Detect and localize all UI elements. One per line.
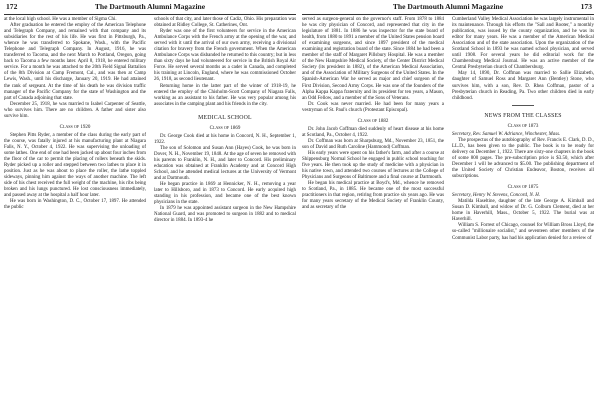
- class-heading: Class of 1920: [59, 124, 91, 130]
- paragraph: December 25, 1918, he was married to Isabel Carpenter of Seattle, who survives him. There are no children. A father and sister also survive him.: [4, 101, 146, 119]
- paragraph: William S. Forrest of Chicago, counsel for William Bross Lloyd, the so-called "millionaire socialist," and seventeen other members of the Communist Labor party, has had his application denied for a review of: [452, 223, 594, 241]
- page-header: [302, 2, 594, 14]
- class-secretary: Secretary, Rev. Samuel W. Adriance, Winchester, Mass.: [452, 131, 561, 137]
- column-right-2: [452, 17, 594, 242]
- column-left-1: [4, 17, 146, 211]
- paragraph: Dr. Cook was never married. He had been for many years a vestryman of St. Paul's church (Protestant Episcopal).: [302, 101, 444, 113]
- page-header: [4, 2, 296, 14]
- paragraph: Returning home in the latter part of the winter of 1918-19, he entered the employ of the Chisholm-Scott Company of Niagara Falls, working as an assistant to his father. He was very popular among his associates in the camping plant and his friends in the city.: [154, 83, 296, 107]
- section-heading: MEDICAL SCHOOL: [198, 114, 252, 121]
- paragraph: May 14, 1890, Dr. Coffman was married to Sallie Elizabeth, daughter of Samuel Ross and Margaret Ann (Bentley) Stone, who survives him, with a son, Rev. D. Rhea Coffman, pastor of a Presbyterian church in Reading, Pa. Two other children died in early childhood.: [452, 71, 594, 101]
- divider: [512, 105, 534, 106]
- paragraph: Matilda Haseltine, daughter of the late George A. Kimball and Susan D. Kimball, and widow of Dr. G. Colburn Clement, died at her home in Haverhill, Mass., October 5, 1922. The burial was at Haverhill.: [452, 199, 594, 223]
- paragraph: He was born in Washington, D. C., October 17, 1897. He attended the public: [4, 199, 146, 211]
- running-title: The Dartmouth Alumni Magazine: [392, 2, 504, 11]
- paragraph: In 1879 he was appointed assistant surgeon in the New Hampshire National Guard, and was promoted to surgeon in 1882 and to medical director in 1884. In 1893-4 he: [154, 206, 296, 224]
- paragraph: The son of Solomon and Susan Ann (Hayes) Cook, he was born in Dover, N. H., November 19, 1848. At the age of seven he removed with his parents to Franklin, N. H., and later to Concord. His preliminary education was obtained at Franklin Academy and at Concord High School, and he attended medical lectures at the University of Vermont and at Dartmouth.: [154, 145, 296, 182]
- column-right-1: [302, 17, 444, 211]
- header-rule: [302, 14, 594, 15]
- paragraph: He began his medical practice at Boyd's, Md., whence he removed to Scotland, Pa., in 1885. He became one of the most successful practitioners in that region, retiring from practice six years ago. He was for many years secretary of the Medical Society of Franklin County, and as secretary of the: [302, 181, 444, 211]
- paragraph: at the local high school. He was a member of Sigma Chi.: [4, 17, 117, 22]
- left-page: [4, 0, 296, 420]
- paragraph: Ryder was one of the first volunteers for service in the American Ambulance Corps with the French army at the opening of the war, and served with it until the arrival of our own army, receiving a divisional citation for bravery from the French government. When the American Ambulance Corps was disbanded he returned to this country; but in less than sixty days he had volunteered for service in the British Royal Air Force. He served several months as a cadet in Canada, and completed his training at Lincoln, England, where he was commissioned October 26, 1918, as second lieutenant.: [154, 29, 296, 83]
- paragraph: schools of that city, and later those of Cadiz, Ohio. His preparation was obtained at Ridley College, St. Catherines, Ont.: [154, 17, 296, 29]
- paragraph: Dr. John Jacob Coffman died suddenly of heart disease at his home at Scotland, Pa., October 4, 1922.: [302, 126, 444, 138]
- paragraph: Stephen Pitts Ryder, a member of the class during the early part of the course, was fatally injured at his manufacturing plant at Niagara Falls, N. Y., October 4, 1922. He was supervising the unloading of some lathes. One end of one had been jacked up about four inches from the floor of the car to permit the placing of rollers beneath the skids. Ryder picked up a roller and stepped between two lathes to place it in position. Just as he was about to place the roller, the lathe toppled sideways, pinning him against the ways of another machine. The left side of his chest received the full weight of the machine, his ribs being broken and his lungs punctured. He lost consciousness immediately, and passed away at the hospital a half hour later.: [4, 132, 146, 199]
- page-number: 172: [6, 2, 18, 11]
- class-heading: Class of 1882: [357, 118, 389, 124]
- paragraph: The prospectus of the autobiography of Rev. Francis E. Clark, D. D., LL.D., has been given to the public. The book is to be ready for delivery on December 1, 1922. There are sixty-one chapters in the book of some 800 pages. The pre-subscription price is $3.50, which after December 1 will be advanced to $5.00. The publishing department of the United Society of Christian Endeavor, Boston, receives all subscriptions.: [452, 137, 594, 180]
- paragraph: His early years were spent on his father's farm, and after a course at Shippensburg Normal School he engaged in public school teaching for five years. He then took up the study of medicine with a physician in his native town, and attended two courses of lectures at the College of Physicians and Surgeons of Baltimore and a final course at Dartmouth.: [302, 150, 444, 181]
- paragraph: After graduation he entered the employ of the American Telephone and Telegraph Company, and remained with that company and its subsidiaries for the rest of his life. He was first in Pittsburgh, Pa., whence he was transferred to Spokane, Wash., with the Pacific Telephone and Telegraph Company. In August, 1916, he was transferred to Tacoma, and the next March to Portland, Oregon, going back to Tacoma a few months later. April 8, 1918, he entered military service. For a month he was attached to the 20th Field Signal Battalion of the 8th Division at Camp Fremont, Cal., and was then at Camp Lewis, Wash., until his discharge, January 20, 1919. He had attained the rank of sergeant. At the time of his death he was division traffic manager of the Pacific Company for the state of Washington and the part of Canada adjoining that state.: [4, 23, 146, 101]
- class-heading: Class of 1873: [507, 123, 539, 129]
- paragraph: served as surgeon-general on the governor's staff. From 1878 to 1884 he was city physician of Concord, and represented that city in the legislature of 1881. In 1886 he was inspector for the state board of health, from 1880 to 1891 a member of the United States pension board of examining surgeons, and since 1897 president of the medical examining and registration board of the state. Since 1884 he had been a member of the staff of Margaret Pillsbury Hospital. He was a member of the New Hampshire Medical Society, of the Center District Medical Society (its president in 1882), of the American Medical Association, and of the Association of Military Surgeons of the United States. In the Spanish-American War he served as major and chief surgeon of the First Division, Second Army Corps. He was one of the founders of the Alpha Kappa Kappa fraternity and its president for ten years, a Mason, an Odd Fellow, and a member of the Sons of Veterans.: [302, 17, 444, 101]
- class-heading: Class of 1869: [209, 125, 241, 131]
- paragraph: Dr. George Cook died at his home in Concord, N. H., September 1, 1922.: [154, 133, 296, 145]
- class-secretary: Secretary, Henry W. Stevens, Concord, N. H.: [452, 193, 541, 199]
- paragraph: Cumberland Valley Medical Association he was largely instrumental in its maintenance. Through his efforts the "Sall and Rooter," a monthly publication, was issued by the county organization, and he was its editor for many years. He was a member of the American Medical Association and of the state association. Upon the organization of the Scotland School in 1893 he was named school physician, and served until 1908. For several years he did editorial work for the Chambersburg Medical Journal. He was an active member of the Central Presbyterian church of Chambersburg.: [452, 17, 594, 71]
- right-page: [302, 0, 594, 420]
- class-heading: Class of 1875: [507, 185, 539, 191]
- paragraph: Dr. Coffman was born at Sharpsburg, Md., November 23, 1851, the son of David and Ruth Caroline (Hammond) Coffman.: [302, 138, 444, 150]
- section-heading: NEWS FROM THE CLASSES: [484, 112, 562, 119]
- header-rule: [4, 14, 296, 15]
- running-title: The Dartmouth Alumni Magazine: [94, 2, 206, 11]
- page-number: 173: [580, 2, 592, 11]
- paragraph: He began practice in 1869 at Hennicker, N. H., removing a year later to Hillsboro, and in 1873 to Concord. He early acquired high standing in his profession, and became one of the best known physicians in the state.: [154, 182, 296, 206]
- column-left-2: [154, 17, 296, 225]
